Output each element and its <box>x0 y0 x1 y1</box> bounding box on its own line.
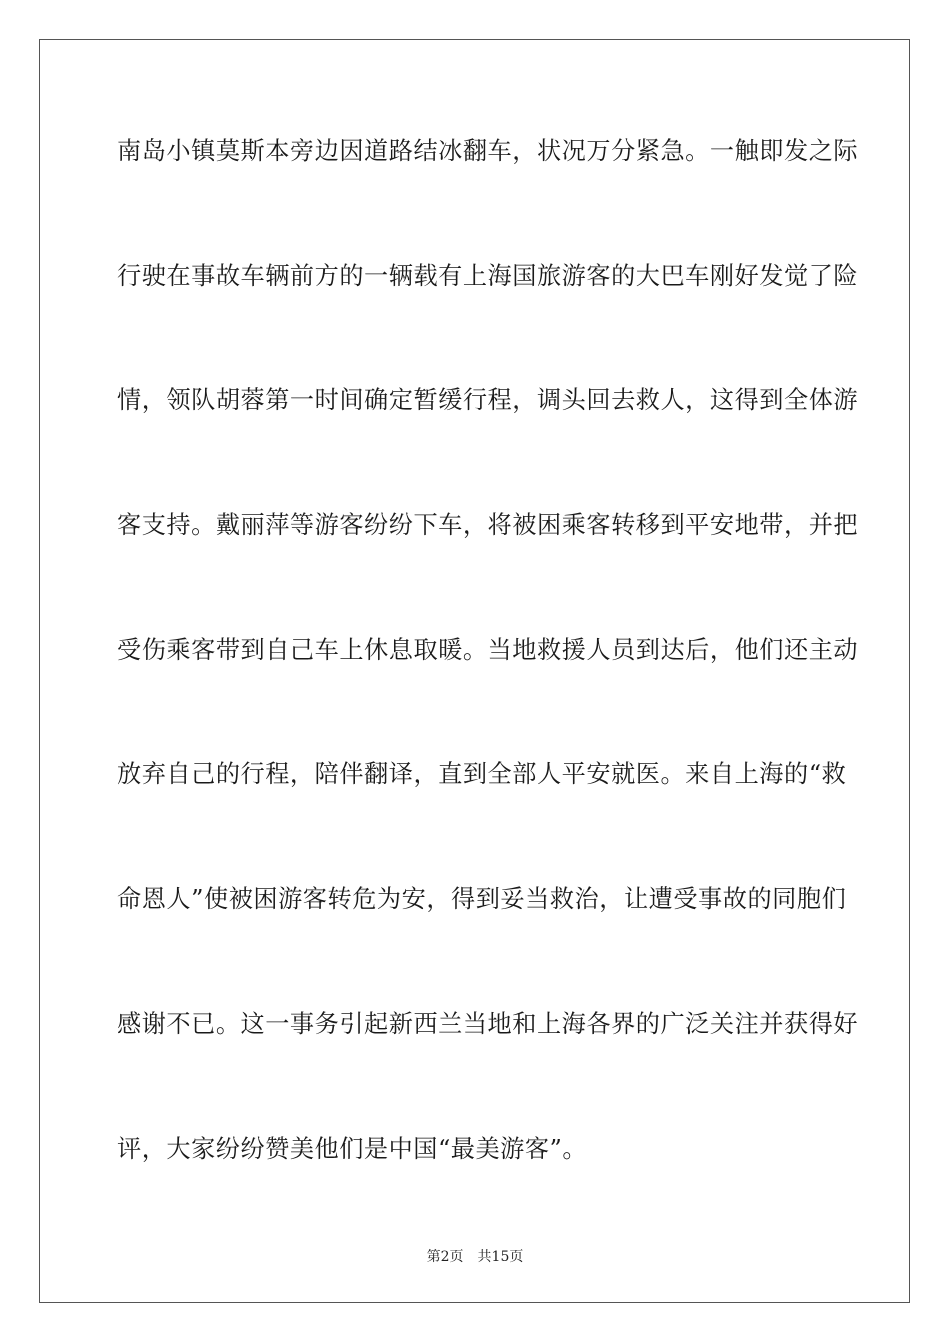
text-line: 受 伤 乘 客 带 到 自 己 车 上 休 息 取 暖 。 当 地 救 援 人 员 到 达 后 ， 他 们 还 主 动 <box>117 635 859 664</box>
text-line: 南 岛 小 镇 莫 斯 本 旁 边 因 道 路 结 冰 翻 车 ， 状 况 万 分 紧 急 。 一 触 即 发 之 际 <box>117 137 859 165</box>
text-line: 客 支 持 。 戴 丽 萍 等 游 客 纷 纷 下 车 ， 将 被 困 乘 客 转 移 到 平 安 地 带 ， 并 把 <box>117 511 859 540</box>
text-line-last: 评，大家纷纷赞美他们是中国“最美游客”。 <box>117 1134 588 1163</box>
text-line: 情 ， 领 队 胡 蓉 第 一 时 间 确 定 暂 缓 行 程 ， 调 头 回 去 救 人 ， 这 得 到 全 体 游 <box>117 386 859 415</box>
text-line: 放 弃 自 己 的 行 程 ， 陪 伴 翻 译 ， 直 到 全 部 人 平 安 就 医 。 来 自 上 海 的 “ 救 <box>117 760 847 789</box>
text-line: 行 驶 在 事 故 车 辆 前 方 的 一 辆 载 有 上 海 国 旅 游 客 的 大 巴 车 刚 好 发 觉 了 险 <box>117 261 859 290</box>
text-line: 命 恩 人 ” 使 被 困 游 客 转 危 为 安 ， 得 到 妥 当 救 治 ， 让 遭 受 事 故 的 同 胞 们 <box>117 885 847 914</box>
text-line: 感 谢 不 已 。 这 一 事 务 引 起 新 西 兰 当 地 和 上 海 各 界 的 广 泛 关 注 并 获 得 好 <box>117 1009 859 1038</box>
document-body <box>117 126 859 1248</box>
page-number-footer: 第2页 共15页 <box>426 1249 524 1265</box>
